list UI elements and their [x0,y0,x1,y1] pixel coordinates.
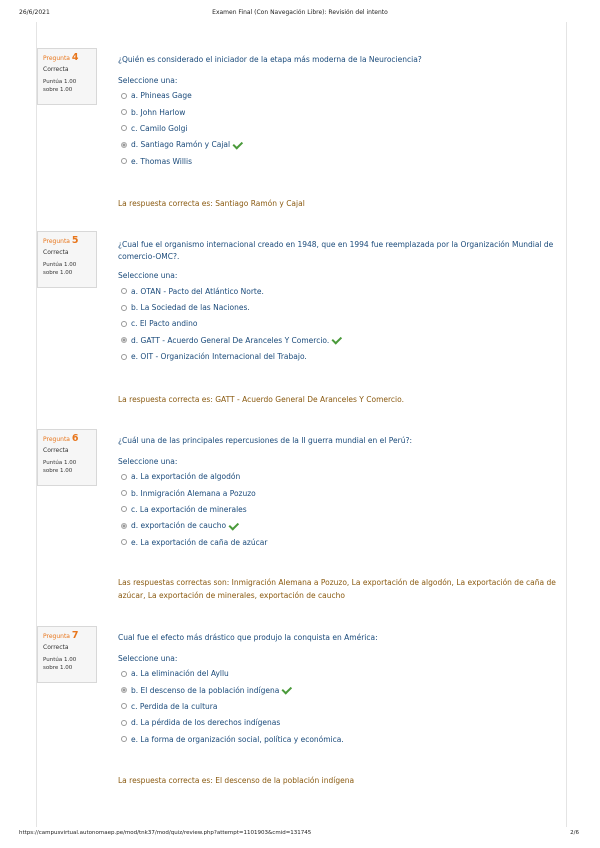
question-grade: Puntúa 1.00 sobre 1.00 [43,79,77,93]
question-number: Pregunta 6 [43,433,79,444]
answer-option[interactable]: e. Thomas Willis [121,153,558,169]
answer-option[interactable]: c. Camilo Golgi [121,120,558,136]
print-header [0,9,600,21]
answer-option-selected[interactable]: d. exportación de caucho [121,518,558,534]
answer-option[interactable]: d. La pérdida de los derechos indígenas [121,715,558,731]
question-state: Correcta [43,66,69,73]
question-content [118,626,558,747]
radio-button[interactable] [121,474,127,480]
print-page-number: 2/6 [570,830,579,836]
question-text: Cual fue el efecto más drástico que produjo la conquista en América: [118,633,378,642]
question-state: Correcta [43,644,69,651]
question-content [118,231,558,365]
content-border-left [36,22,37,827]
radio-button[interactable] [121,490,127,496]
radio-button-checked[interactable] [121,687,127,693]
answer-prompt: Seleccione una: [118,456,178,466]
question-state: Correcta [43,447,69,454]
correct-answer-feedback: La respuesta correcta es: El descenso de la población indígena [118,776,355,785]
answer-option[interactable]: c. La exportación de minerales [121,501,558,517]
radio-button[interactable] [121,305,127,311]
answer-list [118,88,558,170]
answer-list [118,666,558,748]
answer-list [118,469,558,551]
answer-option[interactable]: a. La exportación de algodón [121,469,558,485]
correct-answer-feedback: Las respuestas correctas son: Inmigración Alemana a Pozuzo, La exportación de algodón, La exportación de caña de azúcar, La exportación de minerales, exportación de caucho [118,578,556,600]
answer-option[interactable]: c. Perdida de la cultura [121,698,558,714]
answer-option[interactable]: e. La exportación de caña de azúcar [121,534,558,550]
radio-button[interactable] [121,506,127,512]
radio-button-checked[interactable] [121,142,127,148]
answer-option[interactable]: b. Inmigración Alemana a Pozuzo [121,485,558,501]
radio-button[interactable] [121,158,127,164]
print-date: 26/6/2021 [19,9,50,16]
question-grade: Puntúa 1.00 sobre 1.00 [43,657,77,671]
radio-button[interactable] [121,125,127,131]
answer-list [118,283,558,365]
question-content [118,429,558,550]
question-number: Pregunta 5 [43,235,79,246]
print-url: https://campusvirtual.autonomaep.pe/mod/tnk37/mod/quiz/review.php?attempt=1101903&cmid=131745 [19,830,312,836]
answer-option[interactable]: e. La forma de organización social, política y económica. [121,731,558,747]
answer-option-selected[interactable]: b. El descenso de la población indígena [121,682,558,698]
radio-button[interactable] [121,288,127,294]
question-grade: Puntúa 1.00 sobre 1.00 [43,460,77,474]
print-title: Examen Final (Con Navegación Libre): Revisión del intento [212,9,388,16]
check-icon [282,684,293,695]
answer-prompt: Seleccione una: [118,653,178,663]
check-icon [229,520,240,531]
radio-button-checked[interactable] [121,523,127,529]
question-info [37,626,97,683]
answer-option[interactable]: a. La eliminación del Ayllu [121,666,558,682]
question-state: Correcta [43,249,69,256]
correct-answer-feedback: La respuesta correcta es: GATT - Acuerdo General De Aranceles Y Comercio. [118,395,404,404]
answer-option[interactable]: b. La Sociedad de las Naciones. [121,299,558,315]
question-text: ¿Cual fue el organismo internacional creado en 1948, que en 1994 fue reemplazada por la Organización Mundial de comercio-OMC?. [118,240,554,261]
radio-button[interactable] [121,703,127,709]
answer-prompt: Seleccione una: [118,271,178,280]
radio-button[interactable] [121,539,127,545]
radio-button[interactable] [121,93,127,99]
question-number: Pregunta 7 [43,630,79,641]
question-content [118,48,558,169]
question-grade: Puntúa 1.00 sobre 1.00 [43,262,77,276]
question-text: ¿Quién es considerado el iniciador de la etapa más moderna de la Neurociencia? [118,55,422,64]
answer-option[interactable]: c. El Pacto andino [121,316,558,332]
radio-button[interactable] [121,354,127,360]
question-number: Pregunta 4 [43,52,79,63]
question-info [37,429,97,486]
check-icon [332,334,343,345]
answer-option[interactable]: a. Phineas Gage [121,88,558,104]
check-icon [233,139,244,150]
answer-option[interactable]: b. John Harlow [121,104,558,120]
question-text: ¿Cuál una de las principales repercusiones de la II guerra mundial en el Perú?: [118,436,412,445]
radio-button[interactable] [121,736,127,742]
answer-option-selected[interactable]: d. GATT - Acuerdo General De Aranceles Y Comercio. [121,332,558,348]
radio-button-checked[interactable] [121,337,127,343]
question-info [37,231,97,288]
radio-button[interactable] [121,321,127,327]
answer-option-selected[interactable]: d. Santiago Ramón y Cajal [121,137,558,153]
correct-answer-feedback: La respuesta correcta es: Santiago Ramón y Cajal [118,199,305,208]
radio-button[interactable] [121,109,127,115]
answer-option[interactable]: a. OTAN - Pacto del Atlántico Norte. [121,283,558,299]
radio-button[interactable] [121,720,127,726]
radio-button[interactable] [121,671,127,677]
answer-option[interactable]: e. OIT - Organización Internacional del Trabajo. [121,349,558,365]
question-info [37,48,97,105]
content-border-right [566,22,567,827]
answer-prompt: Seleccione una: [118,75,178,85]
